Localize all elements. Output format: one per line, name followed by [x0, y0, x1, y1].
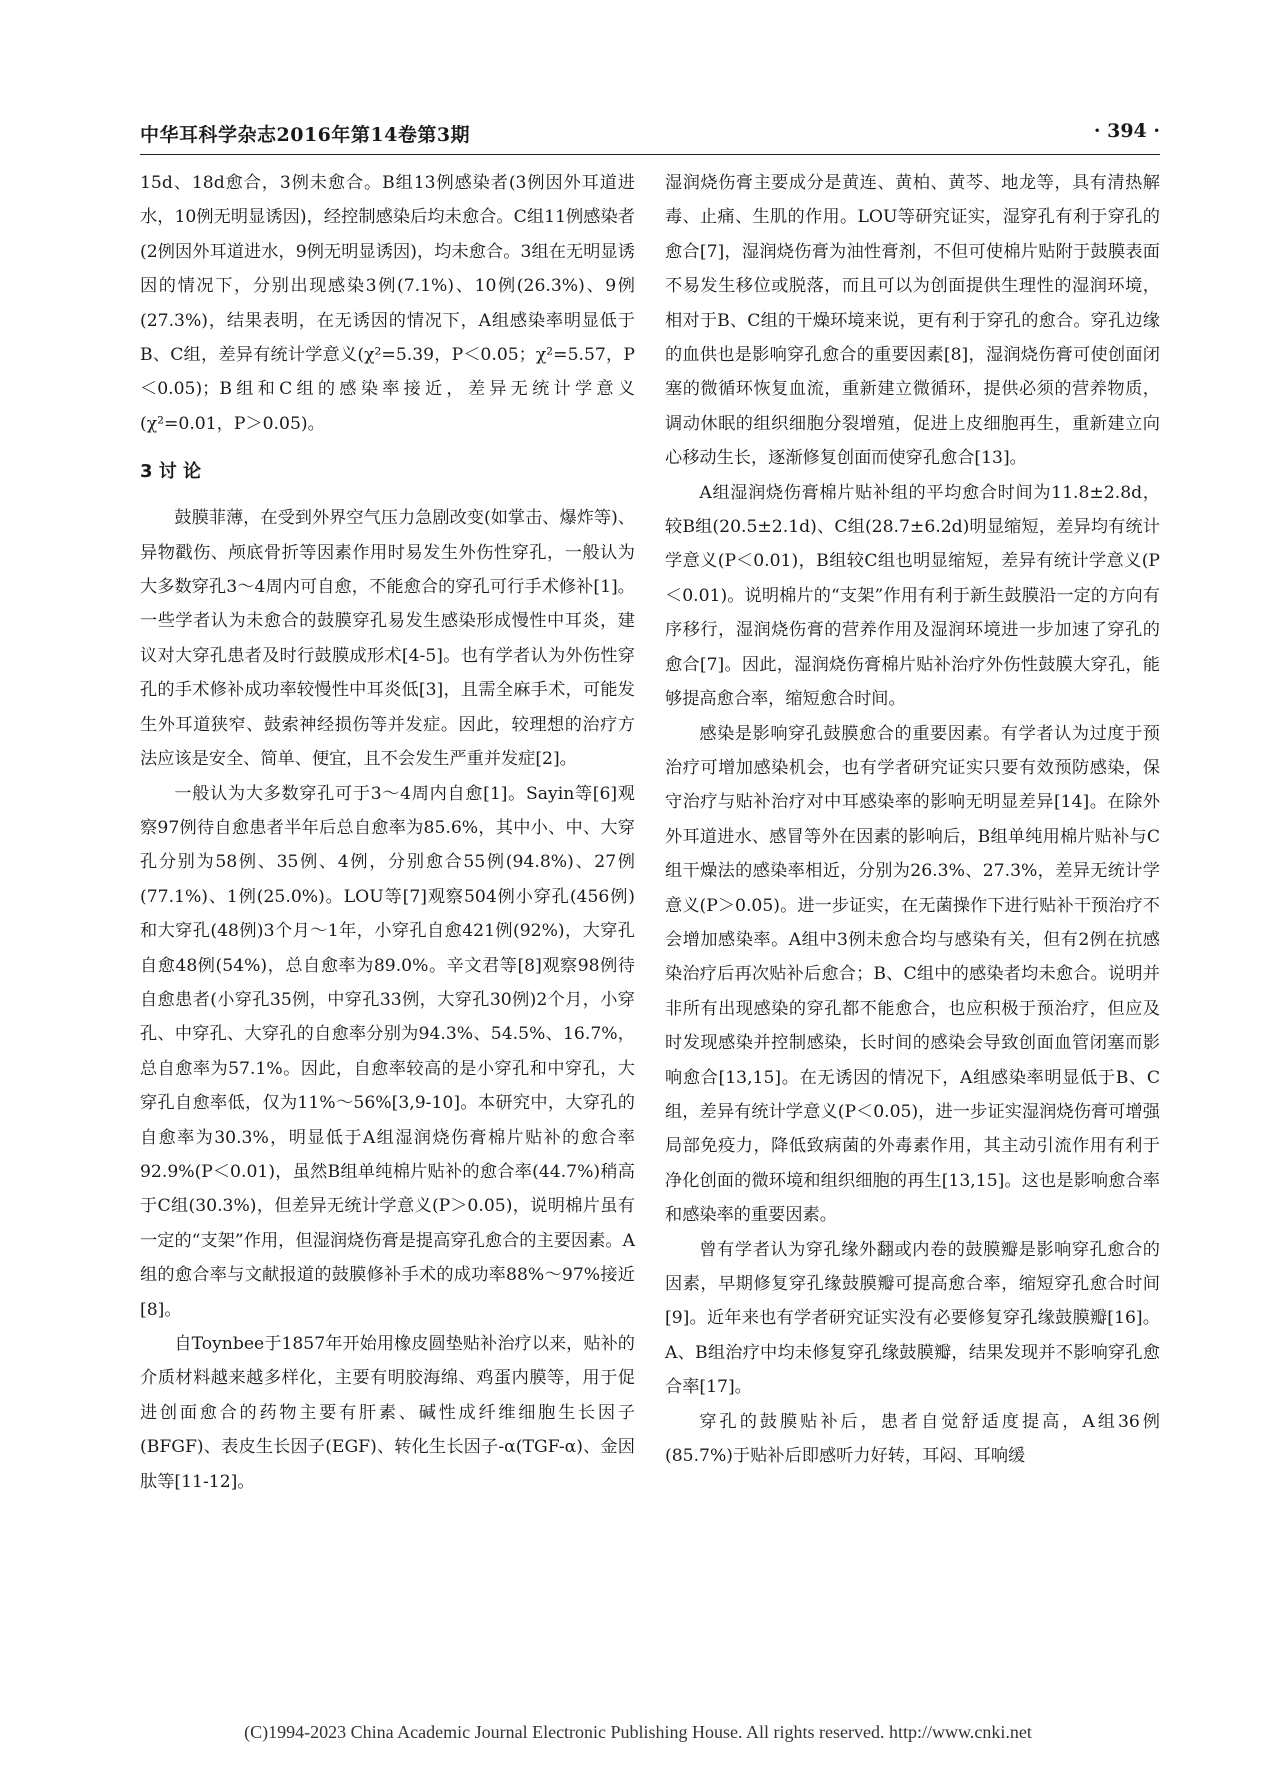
paragraph-patch-materials: 自Toynbee于1857年开始用橡皮圆垫贴补治疗以来，贴补的介质材料越来越多样化，主要有明胶海绵、鸡蛋内膜等，用于促进创面愈合的药物主要有肝素、碱性成纤维细胞生长因子(BFGF)、表皮生长因子(EGF)、转化生长因子-α(TGF-α)、金因肽等[11-12]。: [140, 1334, 635, 1492]
section-heading-discussion: 3 讨 论: [140, 461, 202, 483]
left-column: [140, 166, 635, 1499]
copyright-footer: (C)1994-2023 China Academic Journal Electronic Publishing House. All rights reserved. http://www.cnki.net: [244, 1722, 1032, 1742]
right-column: [665, 166, 1160, 1473]
journal-title: 中华耳科学杂志2016年第14卷第3期: [140, 124, 471, 146]
paragraph-infection-results: 15d、18d愈合，3例未愈合。B组13例感染者(3例因外耳道进水，10例无明显诱因)，经控制感染后均未愈合。C组11例感染者(2例因外耳道进水，9例无明显诱因)，均未愈合。3组在无明显诱因的情况下，分别出现感染3例(7.1%)、10例(26.3%)、9例(27.3%)，结果表明，在无诱因的情况下，A组感染率明显低于B、C组，差异有统计学意义(χ²=5.39，P＜0.05；χ²=5.57，P＜0.05)；B组和C组的感染率接近，差异无统计学意义(χ²=0.01，P＞0.05)。: [140, 173, 635, 434]
paragraph-healing-time: A组湿润烧伤膏棉片贴补组的平均愈合时间为11.8±2.8d，较B组(20.5±2.1d)、C组(28.7±6.2d)明显缩短，差异均有统计学意义(P＜0.01)，B组较C组也明显缩短，差异有统计学意义(P＜0.01)。说明棉片的“支架”作用有利于新生鼓膜沿一定的方向有序移行，湿润烧伤膏的营养作用及湿润环境进一步加速了穿孔的愈合[7]。因此，湿润烧伤膏棉片贴补治疗外伤性鼓膜大穿孔，能够提高愈合率，缩短愈合时间。: [665, 482, 1160, 710]
paragraph-patient-comfort: 穿孔的鼓膜贴补后，患者自觉舒适度提高，A组36例(85.7%)于贴补后即感听力好转，耳闷、耳响缓: [665, 1411, 1160, 1467]
page-number: · 394 ·: [1093, 120, 1160, 142]
paragraph-meebo-mechanism: 湿润烧伤膏主要成分是黄连、黄柏、黄芩、地龙等，具有清热解毒、止痛、生肌的作用。LOU等研究证实，湿穿孔有利于穿孔的愈合[7]，湿润烧伤膏为油性膏剂，不但可使棉片贴附于鼓膜表面不易发生移位或脱落，而且可以为创面提供生理性的湿润环境，相对于B、C组的干燥环境来说，更有利于穿孔的愈合。穿孔边缘的血供也是影响穿孔愈合的重要因素[8]，湿润烧伤膏可使创面闭塞的微循环恢复血流，重新建立微循环，提供必须的营养物质，调动休眠的组织细胞分裂增殖，促进上皮细胞再生，重新建立向心移动生长，逐渐修复创面而使穿孔愈合[13]。: [665, 173, 1160, 469]
paragraph-self-healing-rates: 一般认为大多数穿孔可于3～4周内自愈[1]。Sayin等[6]观察97例待自愈患者半年后总自愈率为85.6%，其中小、中、大穿孔分别为58例、35例、4例，分别愈合55例(94.8%)、27例(77.1%)、1例(25.0%)。LOU等[7]观察504例小穿孔(456例)和大穿孔(48例)3个月～1年，小穿孔自愈421例(92%)，大穿孔自愈48例(54%)，总自愈率为89.0%。辛文君等[8]观察98例待自愈患者(小穿孔35例，中穿孔33例，大穿孔30例)2个月，小穿孔、中穿孔、大穿孔的自愈率分别为94.3%、54.5%、16.7%，总自愈率为57.1%。因此，自愈率较高的是小穿孔和中穿孔，大穿孔自愈率低，仅为11%～56%[3,9-10]。本研究中，大穿孔的自愈率为30.3%，明显低于A组湿润烧伤膏棉片贴补的愈合率92.9%(P＜0.01)，虽然B组单纯棉片贴补的愈合率(44.7%)稍高于C组(30.3%)，但差异无统计学意义(P＞0.05)，说明棉片虽有一定的“支架”作用，但湿润烧伤膏是提高穿孔愈合的主要因素。A组的愈合率与文献报道的鼓膜修补手术的成功率88%～97%接近[8]。: [140, 783, 635, 1320]
running-header: [140, 120, 1160, 155]
paragraph-infection-factor: 感染是影响穿孔鼓膜愈合的重要因素。有学者认为过度于预治疗可增加感染机会，也有学者研究证实只要有效预防感染，保守治疗与贴补治疗对中耳感染率的影响无明显差异[14]。在除外外耳道进水、感冒等外在因素的影响后，B组单纯用棉片贴补与C组干燥法的感染率相近，分别为26.3%、27.3%，差异无统计学意义(P＞0.05)。进一步证实，在无菌操作下进行贴补干预治疗不会增加感染率。A组中3例未愈合均与感染有关，但有2例在抗感染治疗后再次贴补后愈合；B、C组中的感染者均未愈合。说明并非所有出现感染的穿孔都不能愈合，也应积极于预治疗，但应及时发现感染并控制感染，长时间的感染会导致创面血管闭塞而影响愈合[13,15]。在无诱因的情况下，A组感染率明显低于B、C组，差异有统计学意义(P＜0.05)，进一步证实湿润烧伤膏可增强局部免疫力，降低致病菌的外毒素作用，其主动引流作用有利于净化创面的微环境和组织细胞的再生[13,15]。这也是影响愈合率和感染率的重要因素。: [665, 723, 1160, 1226]
paragraph-flap-repair: 曾有学者认为穿孔缘外翻或内卷的鼓膜瓣是影响穿孔愈合的因素，早期修复穿孔缘鼓膜瓣可提高愈合率，缩短穿孔愈合时间[9]。近年来也有学者研究证实没有必要修复穿孔缘鼓膜瓣[16]。A、B组治疗中均未修复穿孔缘鼓膜瓣，结果发现并不影响穿孔愈合率[17]。: [665, 1239, 1160, 1398]
paragraph-perforation-background: 鼓膜菲薄，在受到外界空气压力急剧改变(如掌击、爆炸等)、异物戳伤、颅底骨折等因素作用时易发生外伤性穿孔，一般认为大多数穿孔3～4周内可自愈，不能愈合的穿孔可行手术修补[1]。一些学者认为未愈合的鼓膜穿孔易发生感染形成慢性中耳炎，建议对大穿孔患者及时行鼓膜成形术[4-5]。也有学者认为外伤性穿孔的手术修补成功率较慢性中耳炎低[3]，且需全麻手术，可能发生外耳道狭窄、鼓索神经损伤等并发症。因此，较理想的治疗方法应该是安全、简单、便宜，且不会发生严重并发症[2]。: [140, 508, 635, 770]
